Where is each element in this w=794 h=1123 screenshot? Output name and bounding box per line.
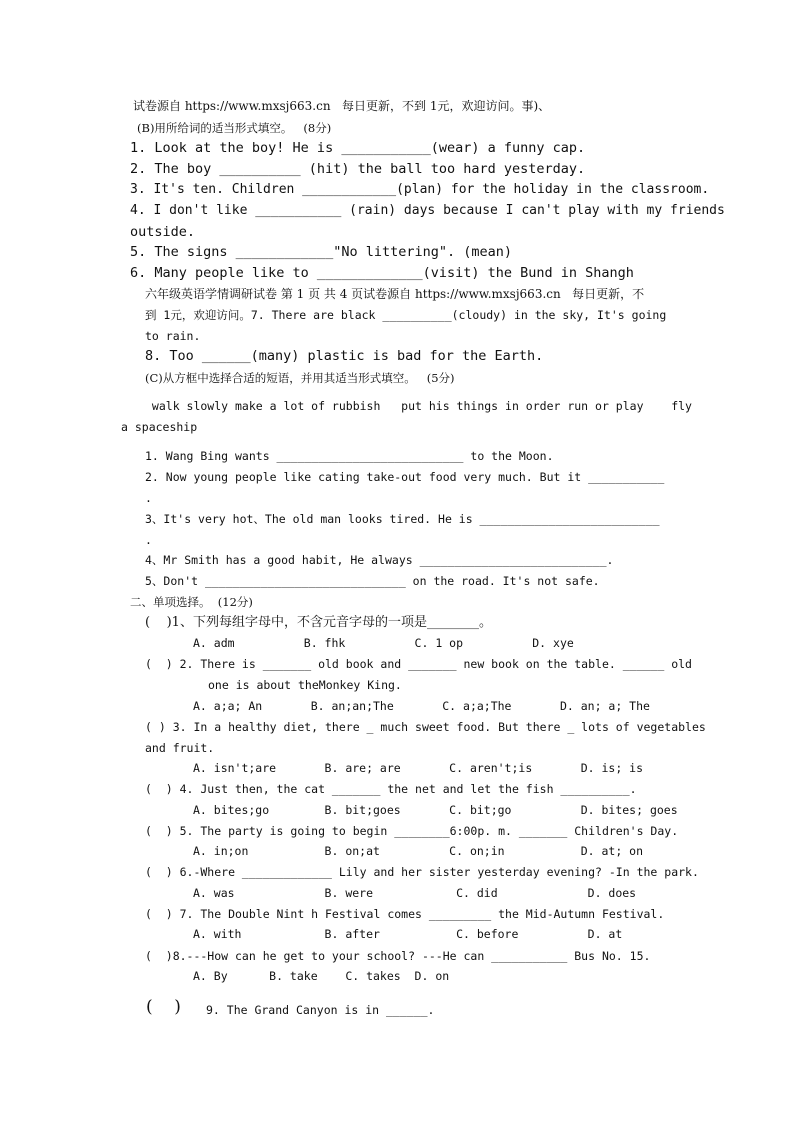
exercise-b-item-4-cont: outside.	[130, 224, 196, 240]
part-2-title: 二、单项选择。 (12分)	[130, 595, 253, 609]
exercise-b-item-2: 2. The boy __________ (hit) the ball too hard yesterday.	[130, 161, 586, 177]
exercise-c-item-3-cont: .	[145, 533, 152, 547]
exercise-c-item-1: 1. Wang Bing wants ___________________________ to the Moon.	[145, 449, 554, 463]
question-8-stem: ( )8.---How can he get to your school? ---He can ___________ Bus No. 15.	[145, 949, 651, 963]
question-4-stem: ( ) 4. Just then, the cat _______ the net and let the fish __________.	[145, 782, 637, 796]
question-8-options: A. By B. take C. takes D. on	[193, 969, 450, 983]
exercise-b-item-4: 4. I don't like ___________ (rain) days because I can't play with my friends	[130, 203, 725, 218]
exercise-c-item-4: 4、Mr Smith has a good habit, He always ___________________________.	[145, 553, 614, 567]
question-5-options: A. in;on B. on;at C. on;in D. at; on	[193, 844, 644, 858]
question-7-stem: ( ) 7. The Double Nint h Festival comes _________ the Mid-Autumn Festival.	[145, 907, 665, 921]
question-2-options: A. a;a; An B. an;an;The C. a;a;The D. an; a; The	[193, 699, 650, 713]
phrase-box-line-2: a spaceship	[121, 420, 198, 434]
exercise-b-item-8: 8. Too ______(many) plastic is bad for the Earth.	[145, 348, 544, 364]
exercise-b-item-3: 3. It's ten. Children ____________(plan) for the holiday in the classroom.	[130, 182, 710, 197]
exercise-c-item-5: 5、Don't _____________________________ on the road. It's not safe.	[145, 574, 600, 588]
source-line: 试卷源自 https://www.mxsj663.cn 每日更新，不到 1元，欢迎访问。事)、	[133, 99, 551, 113]
question-7-options: A. with B. after C. before D. at	[193, 927, 623, 941]
question-5-stem: ( ) 5. The party is going to begin ________6:00p. m. _______ Children's Day.	[145, 824, 679, 838]
page-footer-line: 六年级英语学情调研试卷 第 1 页 共 4 页试卷源自 https://www.mxsj663.cn 每日更新，不	[145, 287, 645, 301]
question-3-stem-cont: and fruit.	[145, 741, 215, 755]
exercise-b-item-5: 5. The signs ____________"No littering". (mean)	[130, 244, 513, 260]
exercise-c-item-2-cont: .	[145, 491, 152, 505]
exercise-b-item-1: 1. Look at the boy! He is ___________(wear) a funny cap.	[130, 140, 586, 156]
exercise-b-item-7-cont: to rain.	[145, 329, 201, 343]
question-6-options: A. was B. were C. did D. does	[193, 886, 637, 900]
exercise-c-item-2: 2. Now young people like cating take-out food very much. But it ___________	[145, 470, 665, 484]
question-6-stem: ( ) 6.-Where _____________ Lily and her sister yesterday evening? -In the park.	[145, 865, 699, 879]
exercise-c-item-3: 3、It's very hot、The old man looks tired. He is __________________________	[145, 512, 660, 526]
question-1-options: A. adm B. fhk C. 1 op D. xye	[193, 636, 574, 650]
phrase-box-line-1: walk slowly make a lot of rubbish put his things in order run or play fly	[145, 399, 692, 413]
section-c-title: (C)从方框中选择合适的短语，并用其适当形式填空。 (5分)	[145, 371, 455, 385]
question-4-options: A. bites;go B. bit;goes C. bit;go D. bites; goes	[193, 803, 678, 817]
question-3-stem: ( ) 3. In a healthy diet, there _ much sweet food. But there _ lots of vegetables	[145, 720, 706, 734]
exercise-b-item-6: 6. Many people like to _____________(visit) the Bund in Shangh	[130, 265, 634, 281]
section-b-title: (B)用所给词的适当形式填空。 (8分)	[137, 121, 332, 135]
question-9-answer-paren: ( )	[146, 997, 181, 1017]
question-2-stem: ( ) 2. There is _______ old book and _______ new book on the table. ______ old	[145, 657, 692, 671]
question-9-stem: 9. The Grand Canyon is in ______.	[206, 1003, 435, 1017]
question-1-stem: ( )1、下列每组字母中，不含元音字母的一项是________。	[145, 615, 492, 630]
question-2-stem-cont: one is about theMonkey King.	[208, 678, 402, 692]
exercise-b-item-7: 到 1元，欢迎访问。7. There are black __________(cloudy) in the sky, It's going	[145, 308, 667, 322]
question-3-options: A. isn't;are B. are; are C. aren't;is D. is; is	[193, 761, 644, 775]
